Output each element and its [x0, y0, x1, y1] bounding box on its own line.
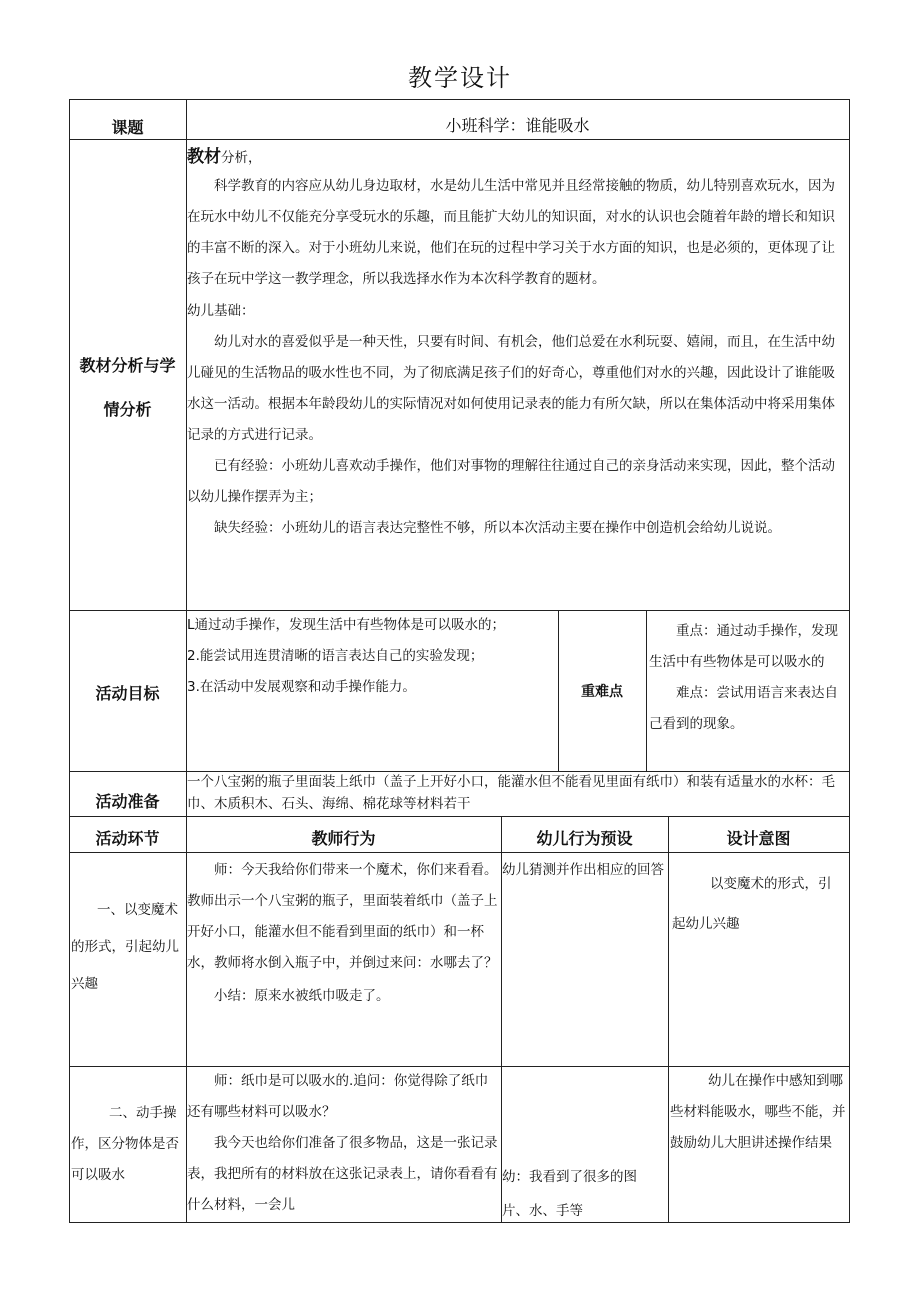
analysis-para-4: 缺失经验：小班幼儿的语言表达完整性不够，所以本次活动主要在操作中创造机会给幼儿说说。	[214, 520, 781, 536]
step2-stage: 二、动手操作，区分物体是否可以吸水	[71, 1105, 179, 1183]
difficulty-point: 难点：尝试用语言来表达自己看到的现象。	[649, 685, 838, 732]
document-title: 教学设计	[408, 64, 512, 92]
step1-teacher: 师：今天我给你们带来一个魔术，你们来看看。教师出示一个八宝粥的瓶子，里面装着纸巾（盖子上开好小口，能灌水但不能看到里面的纸巾）和一杯水，教师将水倒入瓶子中，并倒过来问：水哪去了？ 小结：原来水被纸巾吸走了。	[187, 862, 498, 1004]
key-content	[649, 616, 847, 740]
step2-child: 幼：我看到了很多的图片、水、手等	[502, 1169, 637, 1219]
prep-label: 活动准备	[95, 792, 160, 811]
prep-text: 一个八宝粥的瓶子里面装上纸巾（盖子上开好小口，能灌水但不能看见里面有纸巾）和装有适量水的水杯：毛巾、木质积木、石头、海绵、棉花球等材料若干	[187, 774, 835, 812]
analysis-para-1: 科学教育的内容应从幼儿身边取材，水是幼儿生活中常见并且经常接触的物质，幼儿特别喜欢玩水，因为在玩水中幼儿不仅能充分享受玩水的乐趣，而且能扩大幼儿的知识面，对水的认识也会随着年龄的增长和知识的丰富不断的深入。对于小班幼儿来说，他们在玩的过程中学习关于水方面的知识，也是必须的，更体现了让孩子在玩中学这一教学理念，所以我选择水作为本次科学教育的题材。	[187, 178, 835, 287]
header-teacher: 教师行为	[311, 829, 376, 848]
header-stage: 活动环节	[95, 829, 160, 848]
analysis-content: 教材分析， 科学教育的内容应从幼儿身边取材，水是幼儿生活中常见并且经常接触的物质，幼儿特别喜欢玩水，因为在玩水中幼儿不仅能充分享受玩水的乐趣，而且能扩大幼儿的知识面，对水的认识也会随着年龄的增长和知识的丰富不断的深入。对于小班幼儿来说，他们在玩的过程中学习关于水方面的知识，也是必须的，更体现了让孩子在玩中学这一教学理念，所以我选择水作为本次科学教育的题材。 幼儿基础： 幼儿对水的喜爱似乎是一种天性，只要有时间、有机会，他们总爱在水利玩耍、嬉闹，而且，在生活中幼儿碰见的生活物品的吸水性也不同，为了彻底满足孩子们的好奇心，尊重他们对水的兴趣，因此设计了谁能吸水这一活动。根据本年龄段幼儿的实际情况对如何使用记录表的能力有所欠缺，所以在集体活动中将采用集体记录的方式进行记录。 已有经验：小班幼儿喜欢动手操作，他们对事物的理解往往通过自己的亲身活动来实现，因此，整个活动以幼儿操作摆弄为主； 缺失经验：小班幼儿的语言表达完整性不够，所以本次活动主要在操作中创造机会给幼儿说说。	[187, 144, 847, 544]
key-label: 重难点	[581, 684, 623, 700]
header-child: 幼儿行为预设	[536, 829, 633, 848]
goal-3: 3.在活动中发展观察和动手操作能力。	[187, 679, 416, 695]
header-intent: 设计意图	[726, 829, 791, 848]
analysis-label: 教材分析与学 情分析	[79, 356, 176, 419]
key-point: 重点：通过动手操作，发现生活中有些物体是可以吸水的	[649, 623, 838, 670]
step2-teacher: 师：纸巾是可以吸水的.追问：你觉得除了纸巾还有哪些材料可以吸水？ 我今天也给你们准备了很多物品，这是一张记录表，我把所有的材料放在这张记录表上，请你看看有什么材料，一会儿	[187, 1073, 498, 1213]
goals-list	[187, 610, 523, 703]
analysis-para-3: 已有经验：小班幼儿喜欢动手操作，他们对事物的理解往往通过自己的亲身活动来实现，因此，整个活动以幼儿操作摆弄为主；	[187, 458, 835, 505]
goals-label: 活动目标	[95, 684, 160, 703]
analysis-subheading: 幼儿基础：	[187, 303, 255, 319]
topic-value: 小班科学：谁能吸水	[445, 116, 590, 135]
step1-child: 幼儿猜测并作出相应的回答	[502, 862, 664, 878]
step1-intent: 以变魔术的形式，引起幼儿兴趣	[672, 876, 832, 932]
topic-label: 课题	[111, 118, 144, 137]
goal-1: L通过动手操作，发现生活中有些物体是可以吸水的；	[187, 617, 506, 633]
step2-intent: 幼儿在操作中感知到哪些材料能吸水，哪些不能，并鼓励幼儿大胆讲述操作结果	[670, 1073, 846, 1151]
goal-2: 2.能尝试用连贯清晰的语言表达自己的实验发现；	[187, 648, 484, 664]
analysis-para-2: 幼儿对水的喜爱似乎是一种天性，只要有时间、有机会，他们总爱在水利玩耍、嬉闹，而且，在生活中幼儿碰见的生活物品的吸水性也不同，为了彻底满足孩子们的好奇心，尊重他们对水的兴趣，因此设计了谁能吸水这一活动。根据本年龄段幼儿的实际情况对如何使用记录表的能力有所欠缺，所以在集体活动中将采用集体记录的方式进行记录。	[187, 334, 835, 443]
step1-stage: 一、以变魔术的形式，引起幼儿兴趣	[71, 902, 179, 992]
